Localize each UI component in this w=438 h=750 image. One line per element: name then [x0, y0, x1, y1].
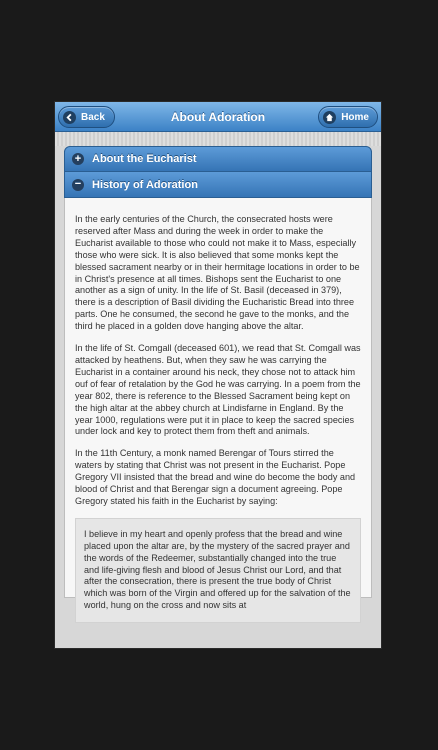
header-bar: [55, 102, 381, 132]
home-icon: [323, 111, 336, 124]
blockquote: I believe in my heart and openly profess that the bread and wine placed upon the altar are, by the mystery of the sacred prayer and the words of the Redeemer, substantially changed into the true and life-giving flesh and blood of Jesus Christ our Lord, and that after the consecration, there is present the true body of Christ which was born of the Virgin and offered up for the salvation of the world, hung on the cross and now sits at: [75, 518, 361, 623]
home-button[interactable]: [318, 106, 378, 128]
paragraph: In the life of St. Comgall (deceased 601), we read that St. Comgall was attacked by heathens. But, when they saw he was carrying the Eucharist in a container around his neck, they chose not to attack him ouf of fear of retalation by the God he was carrying. In a poem from the year 802, there is reference to the Blessed Sacrament being kept on the high altar at the abbey church at Lindisfarne in England. By the year 1000, regulations were put it in place to keep the sacred species under lock and key to protect them from theft and animals.: [75, 343, 361, 437]
section-label: About the Eucharist: [92, 153, 197, 165]
section-content: [64, 198, 372, 611]
plus-icon: +: [72, 153, 84, 165]
home-button-label: Home: [341, 111, 369, 123]
back-button-label: Back: [81, 111, 105, 123]
section-header-history-adoration[interactable]: [64, 172, 372, 198]
paragraph: In the early centuries of the Church, the consecrated hosts were reserved after Mass and during the week in order to make the Eucharist available to those who could not make it to Mass, especially those who were sick. It is also believed that some monks kept the blessed sacrament nearby or in their hermitage locations in order to be in Christ's presence at all times. Bishops sent the Eucharist to one another as a sign of unity. In the life of St. Basil (deceased in 379), there is a description of Basil dividing the Eucharistic Bread into three parts. One he consumed, the second he gave to the monks, and the third he placed in a golden dove hanging above the altar.: [75, 214, 360, 332]
collapsible-set: [64, 146, 372, 611]
section-label: History of Adoration: [92, 178, 198, 191]
paragraph: In the 11th Century, a monk named Berengar of Tours stirred the waters by stating that Christ was not present in the Eucharist. Pope Gregory VII insisted that the bread and wine do become the body and blood of Christ and that Berengar sign a document agreeing. Pope Gregory stated his faith in the Eucharist by saying:: [75, 448, 356, 506]
minus-icon: −: [72, 179, 84, 191]
section-header-about-eucharist[interactable]: [64, 146, 372, 172]
background-stripes: [55, 132, 381, 146]
app-screen: [54, 101, 382, 649]
page-title: About Adoration: [170, 110, 266, 124]
